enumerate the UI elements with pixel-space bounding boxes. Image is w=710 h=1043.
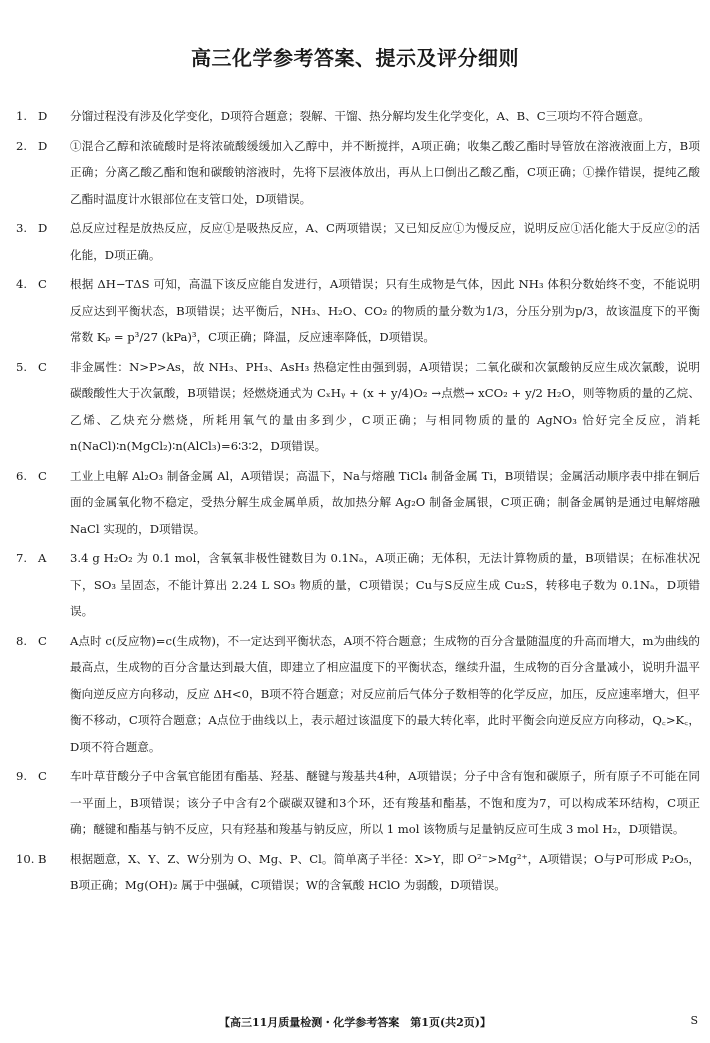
item-explanation: A点时 c(反应物)=c(生成物)，不一定达到平衡状态，A项不符合题意；生成物的百分含量随温度的升高而增大，m为曲线的最高点，生成物的百分含量达到最大值，即建立了相应温度下的平衡状态，继续升温，生成物的百分含量减小，说明升温平衡向逆反应方向移动，反应 ΔH<0，B项不符合题意；对反应前后气体分子数相等的化学反应，加压，反应速率增大，但平衡不移动，C项符合题意；A点位于曲线以上，表示超过该温度下的最大转化率，此时平衡会向逆反应方向移动，Q꜀>K꜀，D项不符合题意。 <box>70 633 700 754</box>
item-number: 4. <box>16 277 28 291</box>
item-explanation: 车叶草苷酸分子中含氧官能团有酯基、羟基、醚键与羧基共4种，A项错误；分子中含有饱和碳原子，所有原子不可能在同一平面上，B项错误；该分子中含有2个碳碳双键和3个环，还有羧基和酯基，不饱和度为7，可以构成苯环结构，C项正确；醚键和酯基与钠不反应，只有羟基和羧基与钠反应，所以 1 mol 该物质与足量钠反应可生成 3 mol H₂，D项错误。 <box>70 769 700 836</box>
list-item <box>16 215 700 268</box>
item-number: 5. <box>16 359 28 374</box>
list-item <box>16 103 700 130</box>
list-item <box>16 133 700 213</box>
item-answer: D <box>38 221 48 235</box>
list-item <box>16 545 700 625</box>
list-item <box>16 354 700 460</box>
item-number: 2. <box>16 138 28 153</box>
item-answer: A <box>38 551 47 565</box>
item-explanation: 根据题意，X、Y、Z、W分别为 O、Mg、P、Cl。简单离子半径：X>Y，即 O²⁻>Mg²⁺，A项错误；O与P可形成 P₂O₅，B项正确；Mg(OH)₂ 属于中强碱，C项错误；W的含氧酸 HClO 为弱酸，D项错误。 <box>70 851 700 892</box>
item-explanation: 分馏过程没有涉及化学变化，D项符合题意；裂解、干馏、热分解均发生化学变化，A、B、C三项均不符合题意。 <box>70 109 650 123</box>
item-number: 10. <box>16 851 35 866</box>
item-explanation: 总反应过程是放热反应，反应①是吸热反应，A、C两项错误；又已知反应①为慢反应，说明反应①活化能大于反应②的活化能，D项正确。 <box>70 221 700 262</box>
item-answer: C <box>38 277 47 291</box>
item-answer: C <box>38 468 47 483</box>
footer-code: S <box>690 1014 698 1027</box>
list-item <box>16 271 700 351</box>
item-number: 6. <box>16 468 28 483</box>
item-number: 7. <box>16 551 28 565</box>
item-number: 9. <box>16 769 28 783</box>
item-explanation: ①混合乙醇和浓硫酸时是将浓硫酸缓缓加入乙醇中，并不断搅拌，A项正确；收集乙酸乙酯时导管放在溶液液面上方，B项正确；分离乙酸乙酯和饱和碳酸钠溶液时，先将下层液体放出，再从上口倒出乙酸乙酯，C项正确；①操作错误，提纯乙酸乙酯时温度计水银部位在支管口处，D项错误。 <box>70 138 700 206</box>
item-answer: D <box>38 109 48 123</box>
item-answer: D <box>38 138 48 153</box>
item-answer: C <box>38 633 47 648</box>
item-number: 3. <box>16 221 28 235</box>
list-item <box>16 763 700 843</box>
item-number: 8. <box>16 633 28 648</box>
footer-label: 【高三11月质量检测・化学参考答案 第1页(共2页)】 <box>218 1016 492 1029</box>
list-item <box>16 628 700 761</box>
item-explanation: 3.4 g H₂O₂ 为 0.1 mol，含氧氧非极性键数目为 0.1Nₐ，A项正确；无体积，无法计算物质的量，B项错误；在标准状况下，SO₃ 呈固态，不能计算出 2.24 L SO₃ 物质的量，C项错误；Cu与S反应生成 Cu₂S，转移电子数为 0.1Nₐ，D项错误。 <box>70 551 700 618</box>
item-explanation: 工业上电解 Al₂O₃ 制备金属 Al，A项错误；高温下，Na与熔融 TiCl₄ 制备金属 Ti，B项错误；金属活动顺序表中排在铜后面的金属氧化物不稳定，受热分解生成金属单质，故加热分解 Ag₂O 制备金属银，C项正确；制备金属钠是通过电解熔融 NaCl 实现的，D项错误。 <box>70 468 700 536</box>
item-answer: C <box>38 769 47 783</box>
item-explanation: 根据 ΔH−TΔS 可知，高温下该反应能自发进行，A项错误；只有生成物是气体，因此 NH₃ 体积分数始终不变，不能说明反应达到平衡状态，B项错误；达平衡后，NH₃、H₂O、CO₂ 的物质的量分数为1/3，分压分别为p/3，故该温度下的平衡常数 Kₚ = p³/27 (kPa)³，C项正确；降温，反应速率降低，D项错误。 <box>70 277 700 344</box>
list-item <box>16 463 700 543</box>
item-explanation: 非金属性：N>P>As，故 NH₃、PH₃、AsH₃ 热稳定性由强到弱，A项错误；二氧化碳和次氯酸钠反应生成次氯酸，说明碳酸酸性大于次氯酸，B项错误；烃燃烧通式为 CₓHᵧ + (x + y/4)O₂ →点燃→ xCO₂ + y/2 H₂O，则等物质的量的乙烷、乙烯、乙炔充分燃烧，所耗用氧气的量由多到少，C项正确；与相同物质的量的 AgNO₃ 恰好完全反应，消耗 n(NaCl)∶n(MgCl₂)∶n(AlCl₃)=6∶3∶2，D项错误。 <box>70 359 700 453</box>
list-item <box>16 846 700 899</box>
item-answer: B <box>38 851 47 866</box>
page-title: 高三化学参考答案、提示及评分细则 <box>191 46 519 70</box>
item-number: 1. <box>16 109 28 123</box>
answer-list <box>16 103 700 902</box>
item-answer: C <box>38 359 47 374</box>
